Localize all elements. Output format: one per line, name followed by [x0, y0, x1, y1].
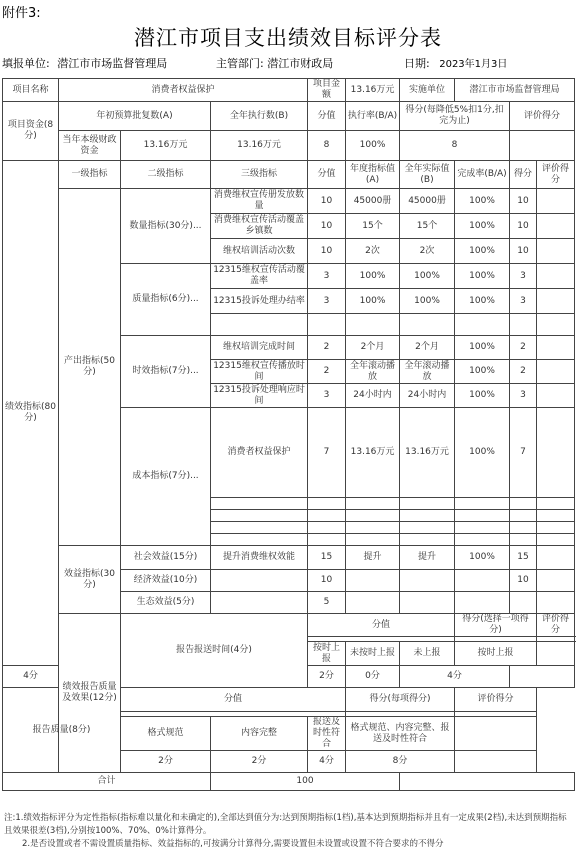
output-indicator-label: 产出指标(50分): [59, 189, 121, 546]
project-amount-value: 13.16万元: [346, 79, 400, 102]
report-option: 报送及时性符合: [308, 717, 346, 751]
attachment-label: 附件3:: [2, 6, 41, 21]
empty-cell: [400, 314, 455, 336]
indicator-score: 7: [308, 408, 346, 498]
col-level1: 一级指标: [59, 161, 121, 189]
empty-cell: [308, 522, 346, 534]
funds-executed: 13.16万元: [211, 131, 308, 161]
indicators-section-label: 绩效指标(80分): [3, 161, 59, 666]
project-name-value: 消费者权益保护: [59, 79, 308, 102]
report-value: 0分: [346, 666, 400, 688]
report-value: 2分: [308, 666, 346, 688]
indicator-rate: 100%: [455, 546, 510, 570]
indicator-points: 10: [510, 189, 537, 214]
indicator-points: 10: [510, 214, 537, 239]
funds-col-budget: 年初预算批复数(A): [59, 102, 211, 131]
empty-cell: [510, 522, 537, 534]
empty-cell: [455, 717, 537, 751]
indicator-points: 2: [510, 336, 537, 360]
empty-cell: [455, 592, 510, 614]
indicator-eval: [537, 289, 575, 314]
empty-cell: [346, 510, 400, 522]
indicator-score: 3: [308, 289, 346, 314]
col-rate: 完成率(B/A): [455, 161, 510, 189]
indicator-target: 2个月: [346, 336, 400, 360]
ecological-benefit-label: 生态效益(5分): [121, 592, 211, 614]
exec-unit-value: 潜江市市场监督管理局: [455, 79, 575, 102]
indicator-score: 3: [308, 264, 346, 289]
indicator-name: 维权培训活动次数: [211, 239, 308, 264]
indicator-target: 15个: [346, 214, 400, 239]
indicator-score: 3: [308, 384, 346, 408]
empty-cell: [510, 534, 537, 546]
total-label: 合计: [3, 773, 211, 791]
report-col-score: 分值: [308, 614, 455, 637]
empty-cell: [537, 642, 575, 666]
indicator-score: 10: [308, 214, 346, 239]
empty-cell: [400, 773, 575, 791]
indicator-score: 5: [308, 592, 346, 614]
date-value: 2023年1月3日: [439, 59, 508, 70]
footnote-line-1: 注:1.绩效指标评分为定性指标(指标难以量化和未确定的),全部达到值分为:达到预期指标(1档),基本达到预期指标并且有一定成果(2档),未达到预期指标且效果很差(3档),分别按100%、70%、0%计算得分。: [4, 813, 567, 836]
indicator-name: 维权培训完成时间: [211, 336, 308, 360]
dept-label: 主管部门:: [216, 57, 264, 70]
indicator-points: 10: [510, 570, 537, 592]
report-value: 2分: [211, 751, 308, 773]
table-row: [3, 546, 575, 570]
report-section-label: 绩效报告质量及效果(12分): [59, 614, 121, 773]
fill-unit: [2, 55, 167, 71]
empty-cell: [455, 534, 510, 546]
time-indicator-label: 时效指标(7分)...: [121, 336, 211, 408]
empty-cell: [400, 570, 455, 592]
empty-cell: [537, 498, 575, 510]
page-title: 潜江市项目支出绩效目标评分表: [134, 26, 442, 50]
empty-cell: [400, 522, 455, 534]
fill-unit-value: 潜江市市场监督管理局: [57, 57, 168, 70]
empty-cell: [346, 592, 400, 614]
empty-cell: [308, 510, 346, 522]
funds-row-label: 当年本级财政资金: [59, 131, 121, 161]
empty-cell: [537, 534, 575, 546]
empty-cell: [211, 522, 308, 534]
indicator-rate: 100%: [455, 189, 510, 214]
indicator-eval: [537, 384, 575, 408]
indicator-points: 7: [510, 408, 537, 498]
report-quality-label: 报告质量(8分): [3, 688, 121, 773]
indicator-eval: [537, 239, 575, 264]
col-actual: 全年实际值(B): [400, 161, 455, 189]
benefit-indicator-label: 效益指标(30分): [59, 546, 121, 614]
indicator-points: 10: [510, 239, 537, 264]
cost-indicator-label: 成本指标(7分)...: [121, 408, 211, 546]
indicator-name: 12315投诉处理办结率: [211, 289, 308, 314]
empty-cell: [510, 498, 537, 510]
empty-cell: [346, 522, 400, 534]
indicator-rate: 100%: [455, 289, 510, 314]
empty-cell: [537, 314, 575, 336]
funds-score: 8: [308, 131, 346, 161]
indicator-actual: 提升: [400, 546, 455, 570]
empty-cell: [510, 592, 537, 614]
indicator-eval: [537, 336, 575, 360]
indicator-name: 12315维权宣传播放时间: [211, 360, 308, 384]
indicator-target: 45000册: [346, 189, 400, 214]
empty-cell: [211, 534, 308, 546]
indicator-points: 15: [510, 546, 537, 570]
project-row: [3, 79, 575, 102]
indicator-rate: 100%: [455, 408, 510, 498]
indicator-actual: 100%: [400, 289, 455, 314]
indicator-score: 10: [308, 239, 346, 264]
total-value: 100: [211, 773, 400, 791]
date-label: 日期:: [404, 57, 430, 70]
empty-cell: [537, 522, 575, 534]
report-value: 2分: [121, 751, 211, 773]
empty-cell: [211, 498, 308, 510]
col-target: 年度指标值(A): [346, 161, 400, 189]
indicator-eval: [537, 264, 575, 289]
indicator-name: 消费者权益保护: [211, 408, 308, 498]
empty-cell: [400, 592, 455, 614]
report-col-score: 分值: [121, 688, 346, 712]
empty-cell: [537, 510, 575, 522]
indicator-header-row: [3, 161, 575, 189]
empty-cell: [346, 498, 400, 510]
indicator-eval: [537, 546, 575, 570]
report-option: 格式规范: [121, 717, 211, 751]
empty-cell: [308, 314, 346, 336]
report-col-points: 得分(选择一项得分): [455, 614, 537, 637]
col-level3: 三级指标: [211, 161, 308, 189]
empty-cell: [400, 510, 455, 522]
empty-cell: [455, 570, 510, 592]
empty-cell: [455, 510, 510, 522]
indicator-eval: [537, 214, 575, 239]
report-col-eval: 评价得分: [455, 688, 537, 712]
report-option: 按时上报: [455, 642, 537, 666]
footnote: [4, 812, 572, 851]
indicator-eval: [537, 570, 575, 592]
empty-cell: [346, 570, 400, 592]
empty-cell: [308, 498, 346, 510]
empty-cell: [211, 570, 308, 592]
report-timely-header-row: [3, 614, 575, 637]
report-value: 8分: [346, 751, 455, 773]
indicator-target: 13.16万元: [346, 408, 400, 498]
funds-label: 项目资金(8分): [3, 102, 59, 161]
quantity-indicator-label: 数量指标(30分)...: [121, 189, 211, 264]
indicator-target: 全年滚动播放: [346, 360, 400, 384]
indicator-rate: 100%: [455, 239, 510, 264]
indicator-target: 提升: [346, 546, 400, 570]
report-value: 4分: [308, 751, 346, 773]
empty-cell: [455, 751, 537, 773]
empty-cell: [346, 534, 400, 546]
dept: [216, 55, 333, 71]
funds-value-row: [3, 131, 575, 161]
date: [404, 55, 507, 71]
indicator-rate: 100%: [455, 264, 510, 289]
report-col-eval: 评价得分: [537, 614, 575, 637]
indicator-rate: 100%: [455, 360, 510, 384]
funds-rate: 100%: [346, 131, 400, 161]
report-option: 未上报: [400, 642, 455, 666]
report-value: 4分: [3, 666, 59, 688]
exec-unit-label: 实施单位: [400, 79, 455, 102]
report-option: 格式规范、内容完整、报送及时性符合: [346, 717, 455, 751]
indicator-score: 2: [308, 360, 346, 384]
funds-header-row: [3, 102, 575, 131]
funds-budget: 13.16万元: [121, 131, 211, 161]
fill-unit-label: 填报单位:: [2, 57, 50, 70]
indicator-actual: 24小时内: [400, 384, 455, 408]
indicator-actual: 100%: [400, 264, 455, 289]
indicator-score: 15: [308, 546, 346, 570]
empty-cell: [400, 498, 455, 510]
funds-eval: [510, 131, 575, 161]
indicator-rate: 100%: [455, 214, 510, 239]
indicator-actual: 13.16万元: [400, 408, 455, 498]
indicator-target: 100%: [346, 289, 400, 314]
col-points: 得分: [510, 161, 537, 189]
indicator-eval: [537, 189, 575, 214]
table-row: [3, 189, 575, 214]
project-name-label: 项目名称: [3, 79, 59, 102]
funds-points: 8: [400, 131, 510, 161]
indicator-target: 24小时内: [346, 384, 400, 408]
empty-cell: [510, 314, 537, 336]
empty-cell: [211, 592, 308, 614]
indicator-score: 2: [308, 336, 346, 360]
funds-col-rule: 得分(每降低5%扣1分,扣完为止): [400, 102, 510, 131]
indicator-eval: [537, 408, 575, 498]
indicator-name: 消费维权宣传活动覆盖乡镇数: [211, 214, 308, 239]
indicator-name: 消费维权宣传册发放数量: [211, 189, 308, 214]
report-col-points: 得分(每项得分): [346, 688, 455, 712]
project-amount-label: 项目金额: [308, 79, 346, 102]
col-score: 分值: [308, 161, 346, 189]
indicator-actual: 2次: [400, 239, 455, 264]
indicator-rate: 100%: [455, 384, 510, 408]
economic-benefit-label: 经济效益(10分): [121, 570, 211, 592]
empty-cell: [400, 534, 455, 546]
empty-cell: [455, 522, 510, 534]
indicator-score: 10: [308, 189, 346, 214]
score-table: [2, 78, 575, 791]
indicator-name: 12315维权宣传活动覆盖率: [211, 264, 308, 289]
indicator-target: 2次: [346, 239, 400, 264]
empty-cell: [510, 510, 537, 522]
indicator-actual: 2个月: [400, 336, 455, 360]
empty-cell: [308, 534, 346, 546]
indicator-actual: 15个: [400, 214, 455, 239]
indicator-name: 12315投诉处理响应时间: [211, 384, 308, 408]
indicator-target: 100%: [346, 264, 400, 289]
indicator-points: 3: [510, 289, 537, 314]
indicator-score: 10: [308, 570, 346, 592]
quality-indicator-label: 质量指标(6分)...: [121, 264, 211, 336]
indicator-eval: [537, 360, 575, 384]
social-benefit-label: 社会效益(15分): [121, 546, 211, 570]
empty-cell: [455, 498, 510, 510]
funds-col-score: 分值: [308, 102, 346, 131]
report-option: 未按时上报: [346, 642, 400, 666]
empty-cell: [346, 314, 400, 336]
empty-cell: [510, 666, 575, 688]
funds-col-rate: 执行率(B/A): [346, 102, 400, 131]
report-value: 4分: [400, 666, 510, 688]
indicator-actual: 45000册: [400, 189, 455, 214]
indicator-points: 3: [510, 264, 537, 289]
indicator-actual: 全年滚动播放: [400, 360, 455, 384]
report-timeliness-label: 报告报送时间(4分): [121, 614, 308, 688]
empty-cell: [455, 314, 510, 336]
dept-value: 潜江市财政局: [267, 57, 334, 70]
indicator-rate: 100%: [455, 336, 510, 360]
footnote-line-2: 2.是否设置或者不需设置质量指标、效益指标的,可按满分计算得分,需要设置但未设置或设置不符合要求的不得分: [22, 839, 444, 849]
empty-cell: [211, 510, 308, 522]
col-eval: 评价得分: [537, 161, 575, 189]
funds-col-eval: 评价得分: [510, 102, 575, 131]
col-level2: 二级指标: [121, 161, 211, 189]
report-option: 内容完整: [211, 717, 308, 751]
empty-cell: [211, 314, 308, 336]
total-row: [3, 773, 575, 791]
indicator-eval: [537, 592, 575, 614]
funds-col-executed: 全年执行数(B): [211, 102, 308, 131]
report-option: 按时上报: [308, 642, 346, 666]
indicator-points: 3: [510, 384, 537, 408]
indicator-points: 2: [510, 360, 537, 384]
indicator-name: 提升消费维权效能: [211, 546, 308, 570]
